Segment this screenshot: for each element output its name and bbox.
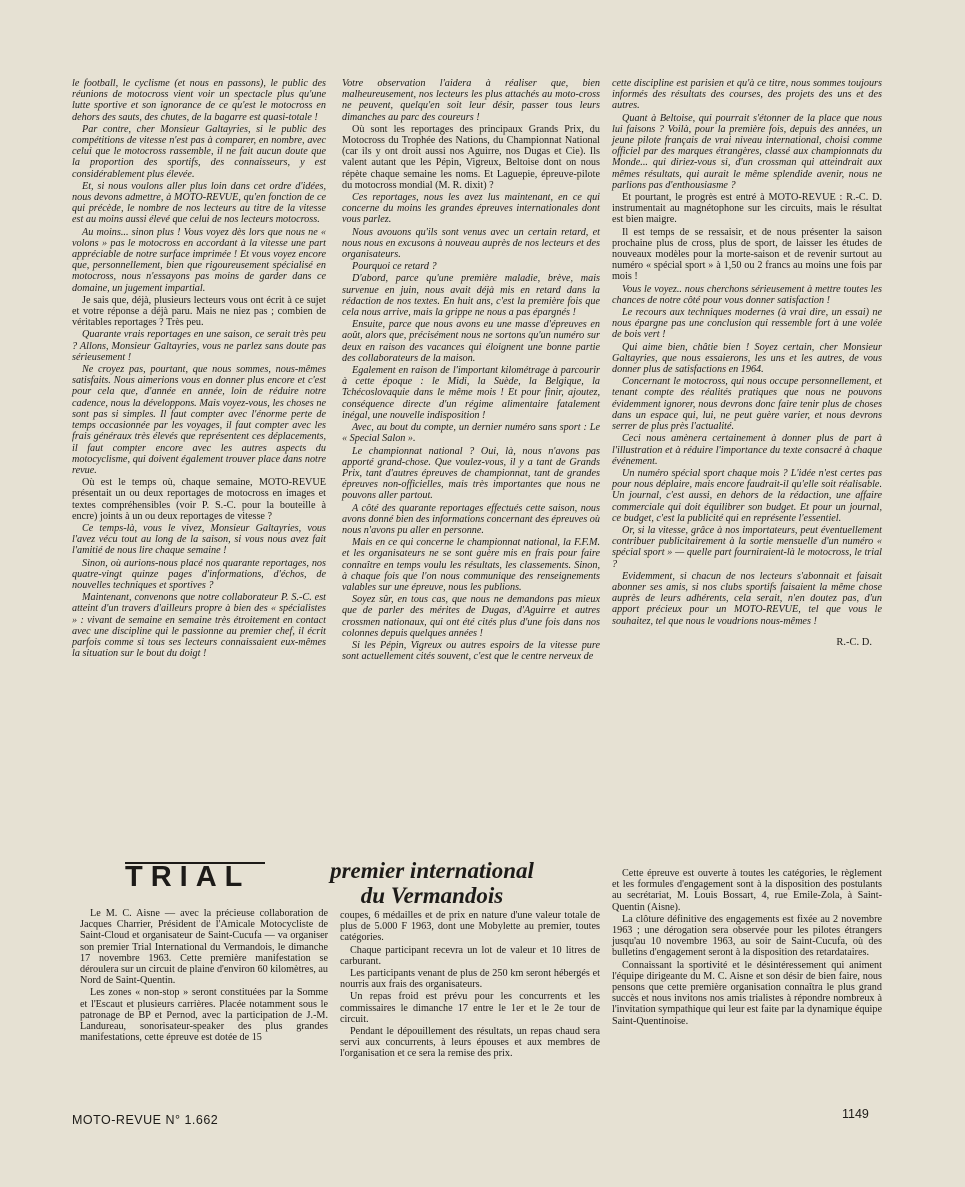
paragraph: Le championnat national ? Oui, là, nous n'avons pas apporté grand-chose. Que voulez-vous, il y a tant de Grands Prix, tant d'autres épreuves de championnat, tant de grandes épreuves non-officielles, mais très importantes que nous ne pouvons aller partout. xyxy=(342,445,600,502)
paragraph: Pourquoi ce retard ? xyxy=(352,261,437,273)
paragraph: Par contre, cher Monsieur Galtayries, si le public des compétitions de vitesse n'est pas à comparer, en nombre, avec celui que le motocross rassemble, il ne fait aucun doute que la proportion des sportifs, des connaisseurs, y est considérablement plus élevée. xyxy=(72,123,326,180)
paragraph: Cette épreuve est ouverte à toutes les catégories, le règlement et les formules d'engagement sont à la disposition des postulants au secrétariat, M. Louis Bossart, 4, rue Emile-Zola, à Saint-Quentin (Aisne). xyxy=(612,868,882,913)
paragraph: Soyez sûr, en tous cas, que nous ne demandons pas mieux que de parler des mérites de Dugas, d'Aguirre et autres crossmen nationaux, qui ont été cités plus d'une fois dans nos colonnes depuis quelques années ! xyxy=(342,594,600,639)
article-headline xyxy=(282,858,582,908)
paragraph: Ce temps-là, vous le vivez, Monsieur Galtayries, vous l'avez vécu tout au long de la saison, si vous nous avez fait l'amitié de nous lire chaque semaine ! xyxy=(72,522,326,557)
paragraph: Un numéro spécial sport chaque mois ? L'idée n'est certes pas pour nous déplaire, mais encore faudrait-il qu'elle soit réalisable. Un journal, c'est aussi, en dehors de la rédaction, une affaire commerciale qui doit équilibrer son budget. Et pour un journal, ce budget, c'est la publicité qui en représente l'essentiel. xyxy=(612,467,882,524)
section-label: TRIAL xyxy=(125,861,251,893)
headline-line-2: du Vermandois xyxy=(360,883,504,908)
paragraph: Où sont les reportages des principaux Grands Prix, du Motocross du Trophée des Nations, du Championnat National (car ils y ont droit aussi nos Aguirre, nos Dugas et Cie). Ils valent autant que les Pépin, Vigreux, Beltoise dont on nous répète chaque semaine les noms. Et Laguepie, épreuve-pilote du motocross mondial (M. R. dixit) ? xyxy=(342,123,600,191)
paragraph: Sinon, où aurions-nous placé nos quarante reportages, nos quatre-vingt quinze pages d'informations, d'échos, de nouvelles techniques et sportives ? xyxy=(72,557,326,591)
magazine-issue: MOTO-REVUE N° 1.662 xyxy=(72,1113,219,1127)
paragraph: La clôture définitive des engagements est fixée au 2 novembre 1963 ; une dérogation sera observée pour les pilotes étrangers jusqu'au 10 novembre 1963, au soir de Saint-Cucufa, où des bulletins d'engagement seront à la disposition des retardataires. xyxy=(612,913,882,959)
trial-column-2 xyxy=(340,910,600,1061)
paragraph: Chaque participant recevra un lot de valeur et 10 litres de carburant. xyxy=(340,944,600,967)
paragraph: Qui aime bien, châtie bien ! Soyez certain, cher Monsieur Galtayries, que nous essaierons, les uns et les autres, de vous donner plus de satisfactions en 1964. xyxy=(612,341,882,376)
paragraph: A côté des quarante reportages effectués cette saison, nous avons donné bien des informations concernant des épreuves où nous n'avons pu aller en personne. xyxy=(342,502,600,536)
paragraph: Vous le voyez.. nous cherchons sérieusement à mettre toutes les chances de notre côté pour vous donner satisfaction ! xyxy=(612,283,882,306)
paragraph: D'abord, parce qu'une première maladie, brève, mais survenue en juin, nous avait déjà mis en retard dans la rédaction de nos textes. En huit ans, c'est la première fois que cela nous arrive, mais la grippe ne nous a pas épargnés ! xyxy=(342,273,600,319)
paragraph: Quarante vrais reportages en une saison, ce serait très peu ? Allons, Monsieur Galtayries, vous ne parlez sans doute pas sérieusement ! xyxy=(72,329,326,363)
trial-column-1 xyxy=(80,908,328,1044)
paragraph: Si les Pépin, Vigreux ou autres espoirs de la vitesse pure sont actuellement cités souvent, c'est que le centre nerveux de xyxy=(342,639,600,663)
paragraph: Egalement en raison de l'important kilométrage à parcourir à cette époque : le Midi, la Suède, la Belgique, la Tchécoslovaquie dans le même mois ! Et pour finir, ajoutez, conséquence directe d'un régime alimentaire fatalement inégal, une nouvelle indisposition ! xyxy=(342,365,600,421)
headline-line-1: premier international xyxy=(330,858,534,883)
author-signature: R.-C. D. xyxy=(836,636,872,648)
paragraph: Mais en ce qui concerne le championnat national, la F.F.M. et les organisateurs ne se sont guère mis en frais pour faire connaître en temps voulu les résultats, les classements. Sinon, à chaque fois que l'on nous communique des renseignements valables sur une épreuve, nous les publions. xyxy=(342,537,600,593)
paragraph: Ceci nous amènera certainement à donner plus de part à l'illustration et à réduire l'importance du texte consacré à chaque événement. xyxy=(612,433,882,467)
page-number: 1149 xyxy=(842,1107,869,1121)
paragraph: Connaissant la sportivité et le désintéressement qui animent l'équipe dirigeante du M. C. Aisne et son désir de bien faire, nous pensons que cette première organisation connaîtra le plus grand succès et nous invitons nos amis trialistes à répondre nombreux à l'invitation sympathique qui leur est faite par la dynamique équipe Saint-Quentinoise. xyxy=(612,959,882,1027)
paragraph: Où est le temps où, chaque semaine, MOTO-REVUE présentait un ou deux reportages de motocross en images et textes compréhensibles (voir P. S.-C. pour la bouteille à encre) joints à un ou deux reportages de vitesse ? xyxy=(72,477,326,522)
paragraph: Il est temps de se ressaisir, et de nous présenter la saison prochaine plus de cross, plus de sport, de laisser les études de nouveaux modèles pour la morte-saison et de revenir surtout au numéro « spécial sport » à 1,50 ou 2 francs au moins une fois par mois ! xyxy=(612,226,882,283)
editorial-column-2 xyxy=(342,78,600,663)
editorial-column-1 xyxy=(72,78,326,660)
editorial-column-3 xyxy=(612,78,882,648)
paragraph: Ne croyez pas, pourtant, que nous sommes, nous-mêmes satisfaits. Nous aimerions vous en donner plus encore et c'est pour cela que, d'année en année, loin de réduire notre cadence, nous la développons. Mais voyez-vous, les choses ne sont pas si simples. Il faut compter avec l'énorme perte de temps occasionnée par les voyages, il faut compter avec les frais généraux très élevés que représentent ces déplacements, il faut compter encore avec les autres aspects du motocyclisme, qui doivent également trouver place dans notre revue. xyxy=(72,364,326,476)
paragraph: Le recours aux techniques modernes (à vrai dire, un essai) ne nous épargne pas une conclusion qui ressemble fort à une volée de bois vert ! xyxy=(612,307,882,341)
paragraph: Ces reportages, nous les avez lus maintenant, en ce qui concerne du moins les grandes épreuves internationales dont vous parlez. xyxy=(342,192,600,226)
paragraph: Or, si la vitesse, grâce à nos importateurs, peut éventuellement contribuer publicitairement à la sortie mensuelle d'un numéro « spécial sport » — quelle part fourniraient-là le motocross, le trial ? xyxy=(612,524,882,570)
paragraph: Un repas froid est prévu pour les concurrents et les commissaires le dimanche 17 entre le 1er et le 2e tour de circuit. xyxy=(340,991,600,1025)
paragraph: Avec, au bout du compte, un dernier numéro sans sport : Le « Special Salon ». xyxy=(342,422,600,445)
paragraph: Et pourtant, le progrès est entré à MOTO-REVUE : R.-C. D. instrumentait au magnétophone sur les circuits, mais le résultat est bien maigre. xyxy=(612,192,882,226)
trial-column-3 xyxy=(612,868,882,1028)
paragraph: Et, si nous voulons aller plus loin dans cet ordre d'idées, nous devons admettre, à MOTO-REVUE, qu'en fonction de ce qui précède, le nombre de nos lecteurs au titre de la vitesse est au moins aussi élevé que celui de nos lecteurs motocross. xyxy=(72,180,326,226)
paragraph: Ensuite, parce que nous avons eu une masse d'épreuves en août, alors que, précisément nous ne sortons qu'un numéro sur deux en raison des vacances qui éloignent une bonne partie des collaborateurs de la maison. xyxy=(342,319,600,364)
paragraph: Evidemment, si chacun de nos lecteurs s'abonnait et faisait abonner ses amis, si nos clubs sportifs faisaient la même chose auprès de leurs adhérents, cela serait, n'en doutez pas, d'un apport précieux pour un MOTO-REVUE, tel que vous le souhaitez, tel que nous le voudrions nous-mêmes ! xyxy=(612,570,882,627)
paragraph: Les zones « non-stop » seront constituées par la Somme et l'Escaut et plusieurs carrières. Placée notamment sous le patronage de BP et Pernod, avec la participation de J.-M. Landureau, sonorisateur-speaker des plus grandes manifestations, cette épreuve est dotée de 15 xyxy=(80,987,328,1044)
paragraph: Concernant le motocross, qui nous occupe personnellement, et tenant compte des réalités pratiques que nous ne pouvons évidemment ignorer, nous devrons donc faire tenir plus de choses dans un espace qui, lui, ne peut guère varier, et nous devrons serrer de plus près l'actualité. xyxy=(612,376,882,433)
paragraph: cette discipline est parisien et qu'à ce titre, nous sommes toujours informés des résultats des courses, des projets des uns et des autres. xyxy=(612,78,882,112)
paragraph: Au moins... sinon plus ! Vous voyez dès lors que nous ne « volons » pas le motocross en accordant à la vitesse une part appréciable de notre surface imprimée ! Et vous voyez encore que, personnellement, bien que rigoureusement spécialisé en motocross, nous n'essayons pas moins de garder dans ce domaine, un jugement impartial. xyxy=(72,226,326,294)
paragraph: Quant à Beltoise, qui pourrait s'étonner de la place que nous lui faisons ? Voilà, pour la première fois, depuis des années, un jeune pilote français de vrai niveau international, choisi comme officiel par des marques étrangères, classé aux championnats du Monde... qui diriez-vous si, d'un crossman qui atteindrait aux mêmes résultats, qui aurait le même splendide avenir, nous ne parlions pas d'enthousiasme ? xyxy=(612,112,882,191)
paragraph: Nous avouons qu'ils sont venus avec un certain retard, et nous nous en excusons à nouveau auprès de nos lecteurs et des organisateurs. xyxy=(342,226,600,261)
paragraph: Les participants venant de plus de 250 km seront hébergés et nourris aux frais des organisateurs. xyxy=(340,968,600,991)
paragraph: le football, le cyclisme (et nous en passons), le public des réunions de motocross vient voir un spectacle plus qu'une lutte sportive et son ignorance de ce qu'est le motocross en dehors des sauts, des chutes, de la bagarre est quasi-totale ! xyxy=(72,78,326,123)
paragraph: Le M. C. Aisne — avec la précieuse collaboration de Jacques Charrier, Président de l'Amicale Motocycliste de Saint-Cloud et organisateur de Saint-Cucufa — va organiser son premier Trial International du Vermandois, le dimanche 17 novembre 1963. Cette première manifestation se déroulera sur un circuit de plaine d'environ 60 kilomètres, au Nord de Saint-Quentin. xyxy=(80,908,328,987)
paragraph: Je sais que, déjà, plusieurs lecteurs vous ont écrit à ce sujet et votre réponse a déjà paru. Mais ne niez pas ; combien de véritables reportages ? Très peu. xyxy=(72,294,326,329)
paragraph: Votre observation l'aidera à réaliser que, bien malheureusement, nos lecteurs les plus attachés au moto-cross ne peuvent, quelqu'en soit leur désir, passer tous leurs dimanches au parc des coureurs ! xyxy=(342,78,600,123)
paragraph: coupes, 6 médailles et de prix en nature d'une valeur totale de plus de 5.000 F 1963, dont une Mobylette au premier, toutes catégories. xyxy=(340,910,600,944)
paragraph: Pendant le dépouillement des résultats, un repas chaud sera servi aux concurrents, à leurs épouses et aux membres de l'organisation et ce sera la remise des prix. xyxy=(340,1026,600,1060)
paragraph: Maintenant, convenons que notre collaborateur P. S.-C. est atteint d'un travers d'ailleurs propre à bien des « spécialistes » : vivant de semaine en semaine très étroitement en contact avec une discipline qui le passionne au premier chef, il écrit parfois comme si tous ses lecteurs connaissaient eux-mêmes la situation sur le bout du doigt ! xyxy=(72,592,326,660)
